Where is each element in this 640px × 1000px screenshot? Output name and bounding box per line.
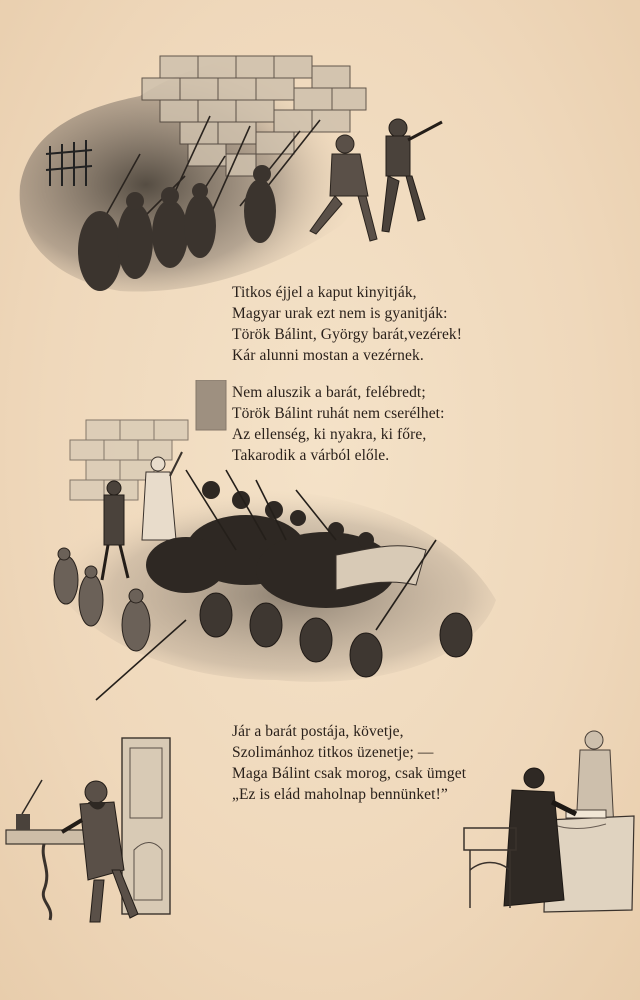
stanza-1-line-1: Titkos éjjel a kaput kinyitják, xyxy=(232,284,417,301)
stanza-1 xyxy=(232,282,502,366)
illustration-friar-writing xyxy=(456,720,636,920)
stanza-1-line-4: Kár alunni mostan a vezérnek. xyxy=(232,347,424,364)
illustration-balint-desk xyxy=(4,730,180,930)
stanza-3-line-3: Maga Bálint csak morog, csak ümget xyxy=(232,765,467,782)
stanza-2-line-3: Az ellenség, ki nyakra, ki főre, xyxy=(232,426,427,443)
stanza-2-line-1: Nem aluszik a barát, felébredt; xyxy=(232,384,426,401)
stanza-2-line-4: Takarodik a várból előle. xyxy=(232,447,390,464)
stanza-3-line-4: „Ez is elád maholnap bennünket!” xyxy=(232,786,448,803)
stanza-3-line-1: Jár a barát postája, követje, xyxy=(232,723,404,740)
stanza-1-line-2: Magyar urak ezt nem is gyanitják: xyxy=(232,305,448,322)
illustration-battle xyxy=(36,380,506,710)
stanza-3-line-2: Szolimánhoz titkos üzenetje; — xyxy=(232,744,434,761)
stanza-1-line-3: Török Bálint, György barát,vezérek! xyxy=(232,326,463,343)
illustration-soldiers-gate xyxy=(10,36,480,298)
stanza-2-line-2: Török Bálint ruhát nem cserélhet: xyxy=(232,405,445,422)
